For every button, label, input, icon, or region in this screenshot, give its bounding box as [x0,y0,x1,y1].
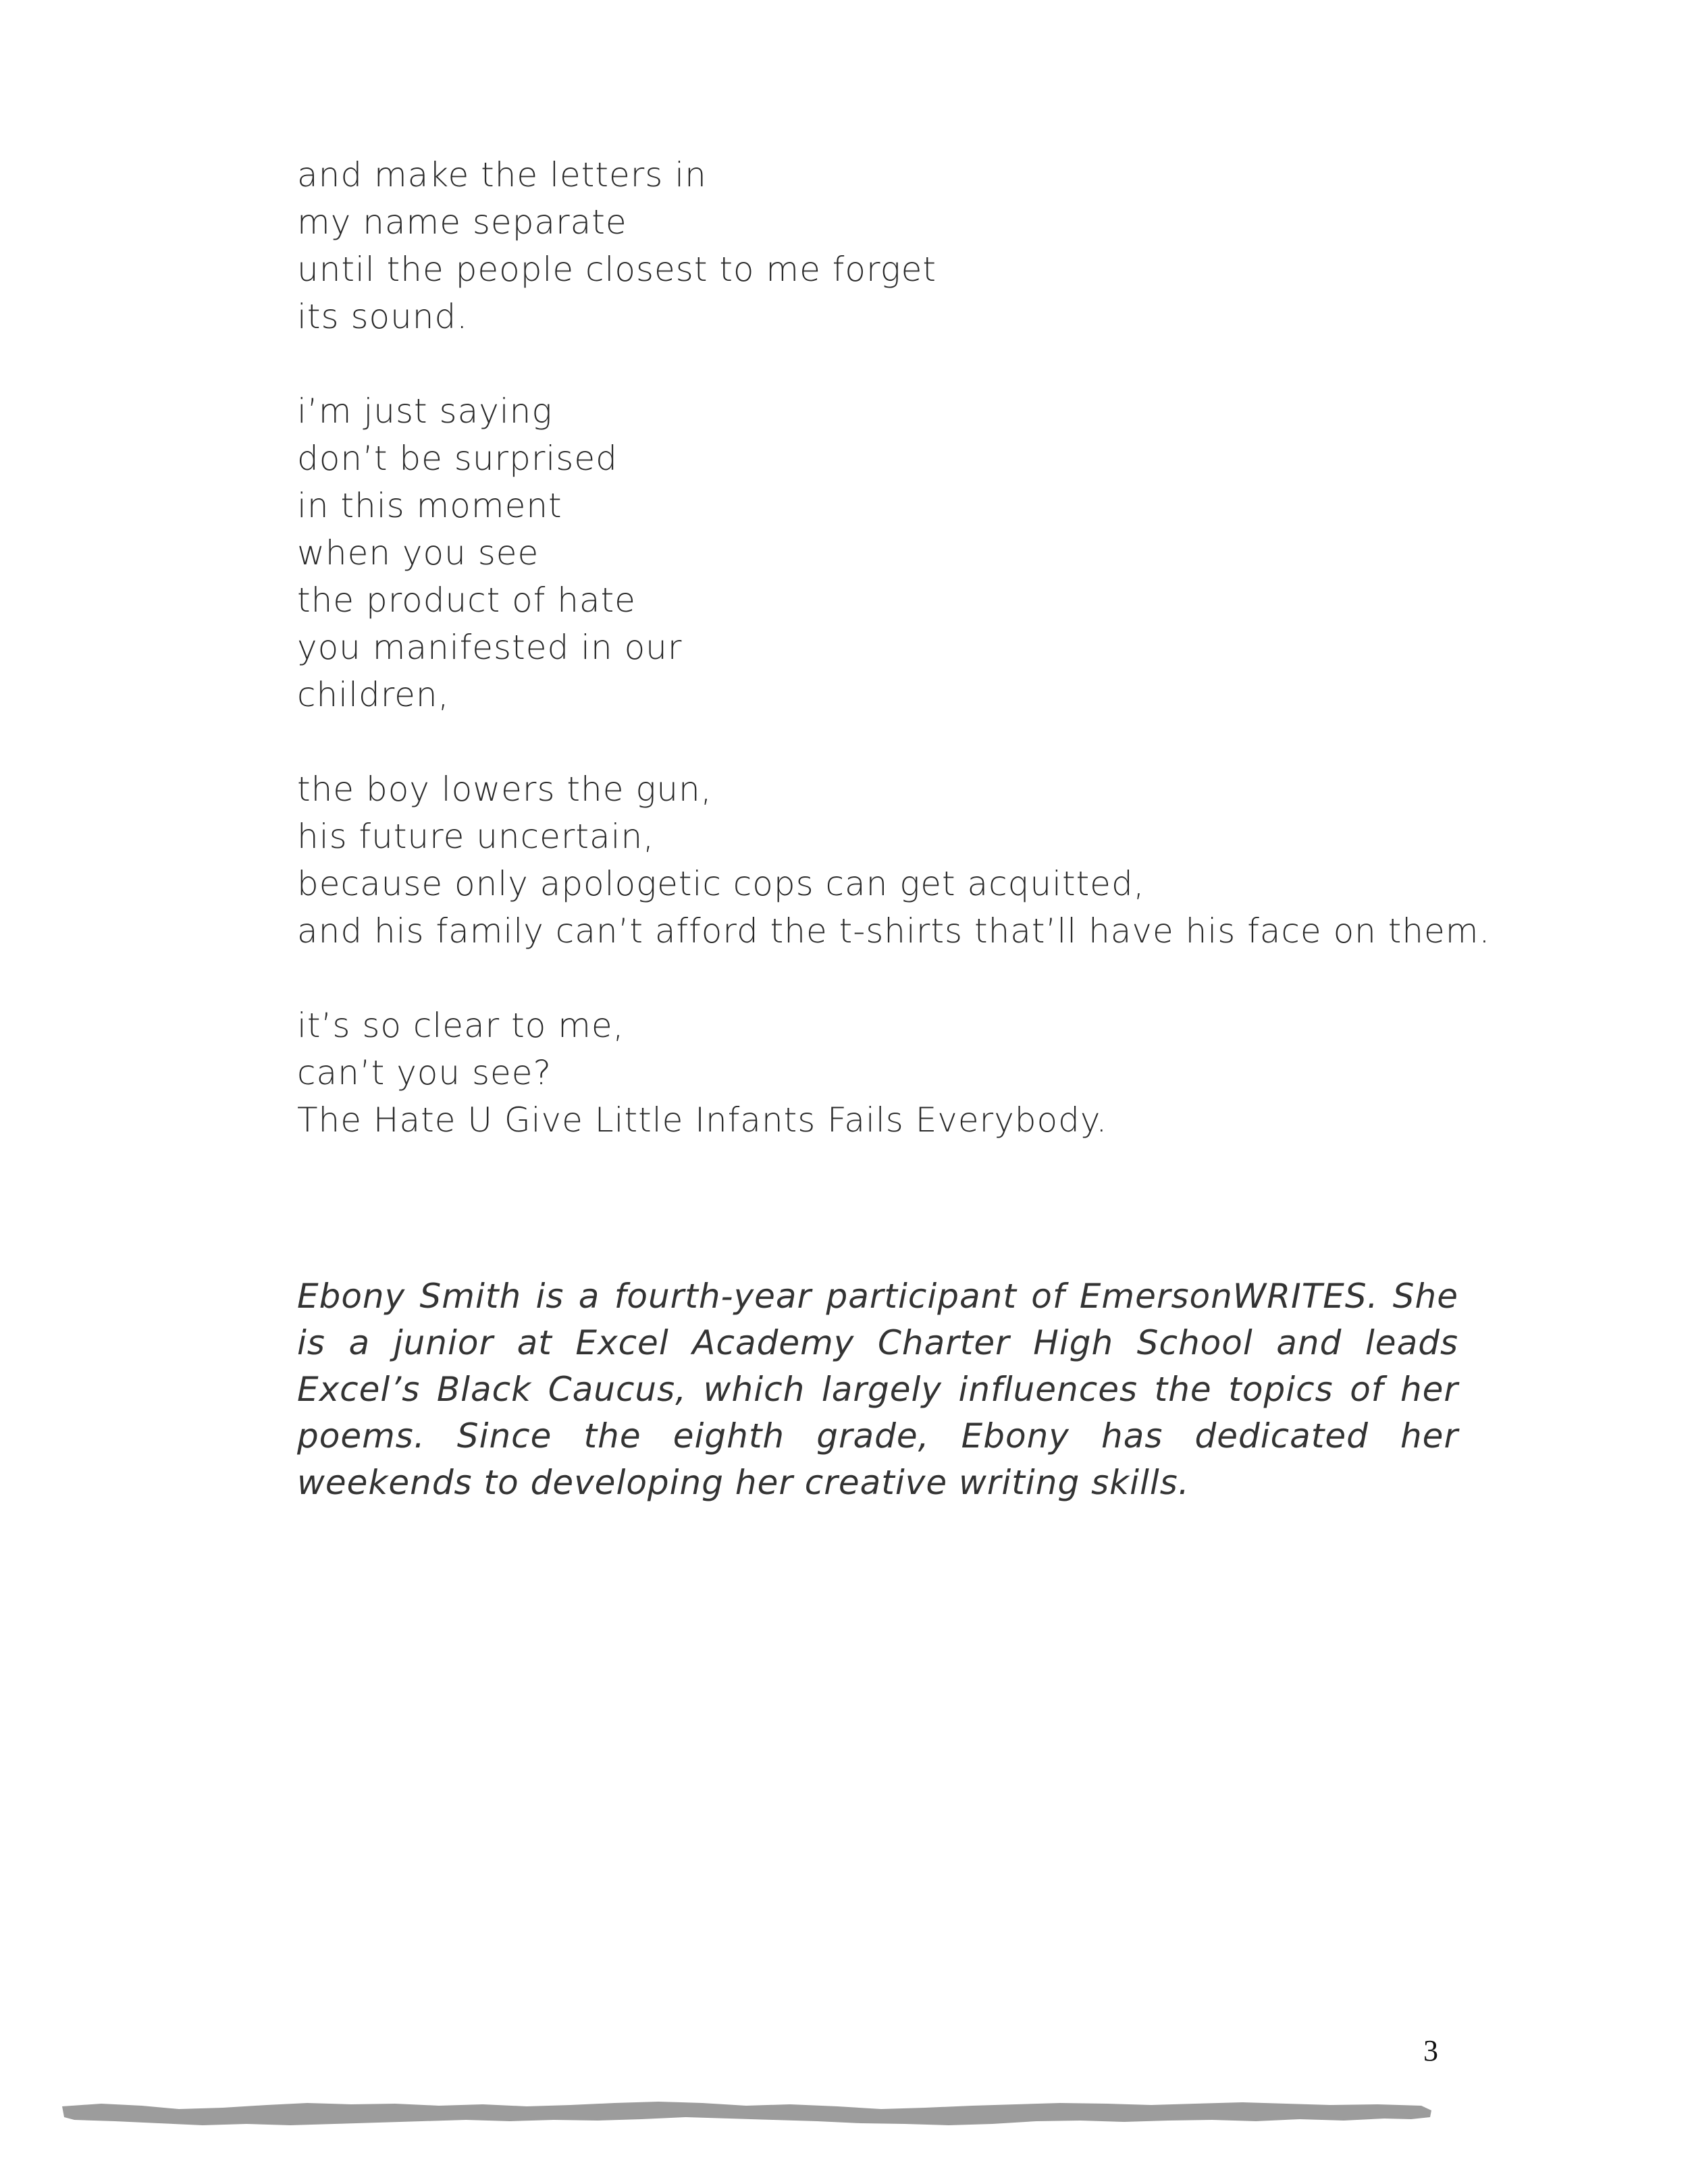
poem-line: children, [297,675,450,714]
page-number: 3 [1423,2034,1438,2067]
poem-line: The Hate U Give Little Infants Fails Everybody. [297,1100,1108,1140]
poem-line: until the people closest to me forget [297,250,937,289]
poem-line: my name separate [297,203,627,242]
poem-line: i’m just saying [297,392,553,431]
poem-line: and his family can’t afford the t-shirts that’ll have his face on them. [297,911,1491,951]
poem-line: don’t be surprised [297,439,618,478]
poem-line: its sound. [297,297,469,336]
poem-line: in this moment [297,486,562,525]
poem-line: because only apologetic cops can get acquitted, [297,864,1145,903]
poem-line: the product of hate [297,581,636,620]
poem-line: can’t you see? [297,1053,552,1092]
author-bio: Ebony Smith is a fourth-year participant of EmersonWRITES. She is a junior at Excel Academy Charter High School and leads Excel’s Black Caucus, which largely influences the topics of her poems. Since the eighth grade, Ebony has dedicated her weekends to developing her creative writing skills. [297,1277,1458,1502]
poem-line: his future uncertain, [297,817,655,856]
poem-line: and make the letters in [297,155,707,194]
poem-line: when you see [297,533,539,572]
poem-line: you manifested in our [297,628,683,667]
poem-line: the boy lowers the gun, [297,770,712,809]
torn-edge-shape [62,2102,1431,2125]
poem-line: it’s so clear to me, [297,1006,625,1045]
